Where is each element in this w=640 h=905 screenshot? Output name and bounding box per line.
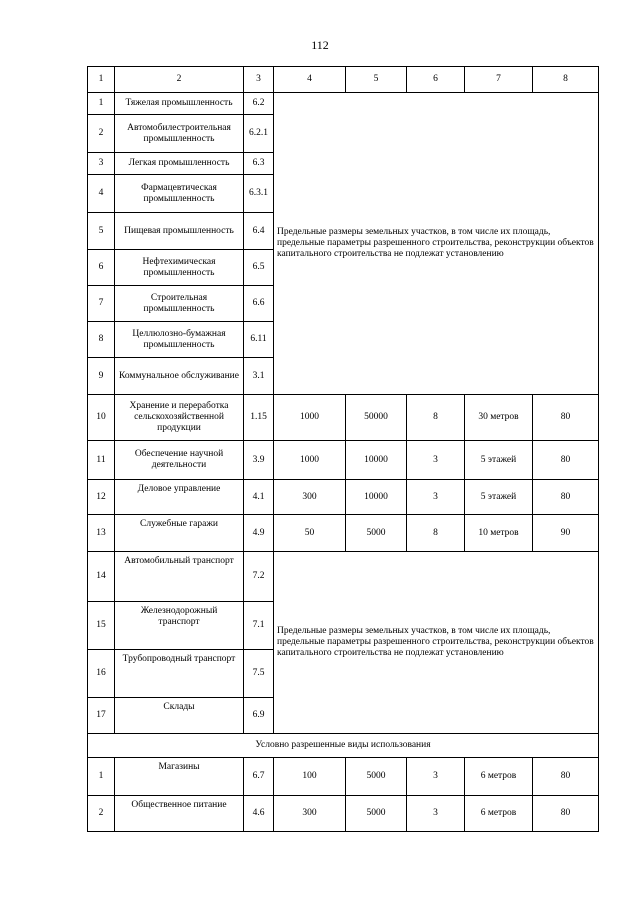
coverage: 90: [533, 515, 599, 552]
use-name: Фармацевтическая промышленность: [115, 175, 244, 213]
setback: 3: [407, 441, 465, 480]
use-name: Строительная промышленность: [115, 286, 244, 322]
max-area: 5000: [346, 515, 407, 552]
min-area: 1000: [274, 441, 346, 480]
min-area: 1000: [274, 395, 346, 441]
page-number: 112: [311, 38, 329, 52]
use-name: Обеспечение научной деятельности: [115, 441, 244, 480]
row-number: 9: [88, 358, 115, 395]
use-code: 6.5: [244, 250, 274, 286]
table-row: [88, 796, 599, 832]
use-name: Пищевая промышленность: [115, 213, 244, 250]
row-number: 1: [88, 93, 115, 115]
use-code: 7.2: [244, 552, 274, 602]
row-number: 3: [88, 153, 115, 175]
use-code: 6.2.1: [244, 115, 274, 153]
use-code: 6.11: [244, 322, 274, 358]
header-cell: 6: [407, 67, 465, 93]
header-row: [88, 67, 599, 93]
header-cell: 3: [244, 67, 274, 93]
row-number: 15: [88, 602, 115, 650]
use-name: Служебные гаражи: [115, 515, 244, 552]
use-code: 6.9: [244, 698, 274, 734]
header-cell: 2: [115, 67, 244, 93]
use-code: 6.3: [244, 153, 274, 175]
table-row: [88, 441, 599, 480]
min-area: 300: [274, 480, 346, 515]
row-number: 1: [88, 758, 115, 796]
use-code: 7.5: [244, 650, 274, 698]
use-name: Целлюлозно-бумажная промышленность: [115, 322, 244, 358]
row-number: 6: [88, 250, 115, 286]
use-name: Деловое управление: [115, 480, 244, 515]
setback: 3: [407, 758, 465, 796]
setback: 3: [407, 796, 465, 832]
zoning-table: [87, 66, 599, 832]
header-cell: 8: [533, 67, 599, 93]
max-height: 10 метров: [465, 515, 533, 552]
table-row: [88, 480, 599, 515]
max-height: 5 этажей: [465, 441, 533, 480]
use-name: Коммунальное обслуживание: [115, 358, 244, 395]
use-code: 6.2: [244, 93, 274, 115]
table-row: [88, 93, 599, 115]
table-row: [88, 552, 599, 602]
row-number: 7: [88, 286, 115, 322]
setback: 8: [407, 515, 465, 552]
use-name: Общественное питание: [115, 796, 244, 832]
max-area: 5000: [346, 758, 407, 796]
use-name: Трубопроводный транспорт: [115, 650, 244, 698]
use-code: 6.7: [244, 758, 274, 796]
use-code: 1.15: [244, 395, 274, 441]
max-area: 10000: [346, 480, 407, 515]
row-number: 2: [88, 115, 115, 153]
row-number: 17: [88, 698, 115, 734]
section-title: Условно разрешенные виды использования: [88, 734, 599, 758]
row-number: 16: [88, 650, 115, 698]
use-name: Нефтехимическая промышленность: [115, 250, 244, 286]
max-height: 6 метров: [465, 796, 533, 832]
max-area: 5000: [346, 796, 407, 832]
header-cell: 1: [88, 67, 115, 93]
table-row: [88, 515, 599, 552]
use-name: Автомобильный транспорт: [115, 552, 244, 602]
row-number: 2: [88, 796, 115, 832]
section-row: [88, 734, 599, 758]
max-height: 6 метров: [465, 758, 533, 796]
use-code: 3.1: [244, 358, 274, 395]
setback: 8: [407, 395, 465, 441]
use-code: 3.9: [244, 441, 274, 480]
row-number: 14: [88, 552, 115, 602]
min-area: 100: [274, 758, 346, 796]
use-name: Тяжелая промышленность: [115, 93, 244, 115]
header-cell: 7: [465, 67, 533, 93]
min-area: 50: [274, 515, 346, 552]
use-code: 6.3.1: [244, 175, 274, 213]
setback: 3: [407, 480, 465, 515]
row-number: 10: [88, 395, 115, 441]
use-code: 4.9: [244, 515, 274, 552]
coverage: 80: [533, 480, 599, 515]
use-name: Автомобилестроительная промышленность: [115, 115, 244, 153]
coverage: 80: [533, 395, 599, 441]
row-number: 12: [88, 480, 115, 515]
row-number: 11: [88, 441, 115, 480]
coverage: 80: [533, 758, 599, 796]
use-name: Легкая промышленность: [115, 153, 244, 175]
header-cell: 4: [274, 67, 346, 93]
use-code: 4.6: [244, 796, 274, 832]
coverage: 80: [533, 441, 599, 480]
max-area: 10000: [346, 441, 407, 480]
use-name: Склады: [115, 698, 244, 734]
header-cell: 5: [346, 67, 407, 93]
max-height: 30 метров: [465, 395, 533, 441]
use-code: 6.4: [244, 213, 274, 250]
row-number: 8: [88, 322, 115, 358]
coverage: 80: [533, 796, 599, 832]
use-code: 6.6: [244, 286, 274, 322]
max-area: 50000: [346, 395, 407, 441]
row-number: 5: [88, 213, 115, 250]
use-name: Железнодорожный транспорт: [115, 602, 244, 650]
merged-note: Предельные размеры земельных участков, в том числе их площадь, предельные параметры разрешенного строительства, реконструкции объектов капитального строительства не подлежат установлению: [274, 552, 599, 734]
row-number: 13: [88, 515, 115, 552]
row-number: 4: [88, 175, 115, 213]
table-row: [88, 758, 599, 796]
use-code: 7.1: [244, 602, 274, 650]
table-row: [88, 395, 599, 441]
max-height: 5 этажей: [465, 480, 533, 515]
merged-note: Предельные размеры земельных участков, в том числе их площадь, предельные параметры разрешенного строительства, реконструкции объектов капитального строительства не подлежат установлению: [274, 93, 599, 395]
use-name: Магазины: [115, 758, 244, 796]
use-code: 4.1: [244, 480, 274, 515]
use-name: Хранение и переработка сельскохозяйственной продукции: [115, 395, 244, 441]
min-area: 300: [274, 796, 346, 832]
